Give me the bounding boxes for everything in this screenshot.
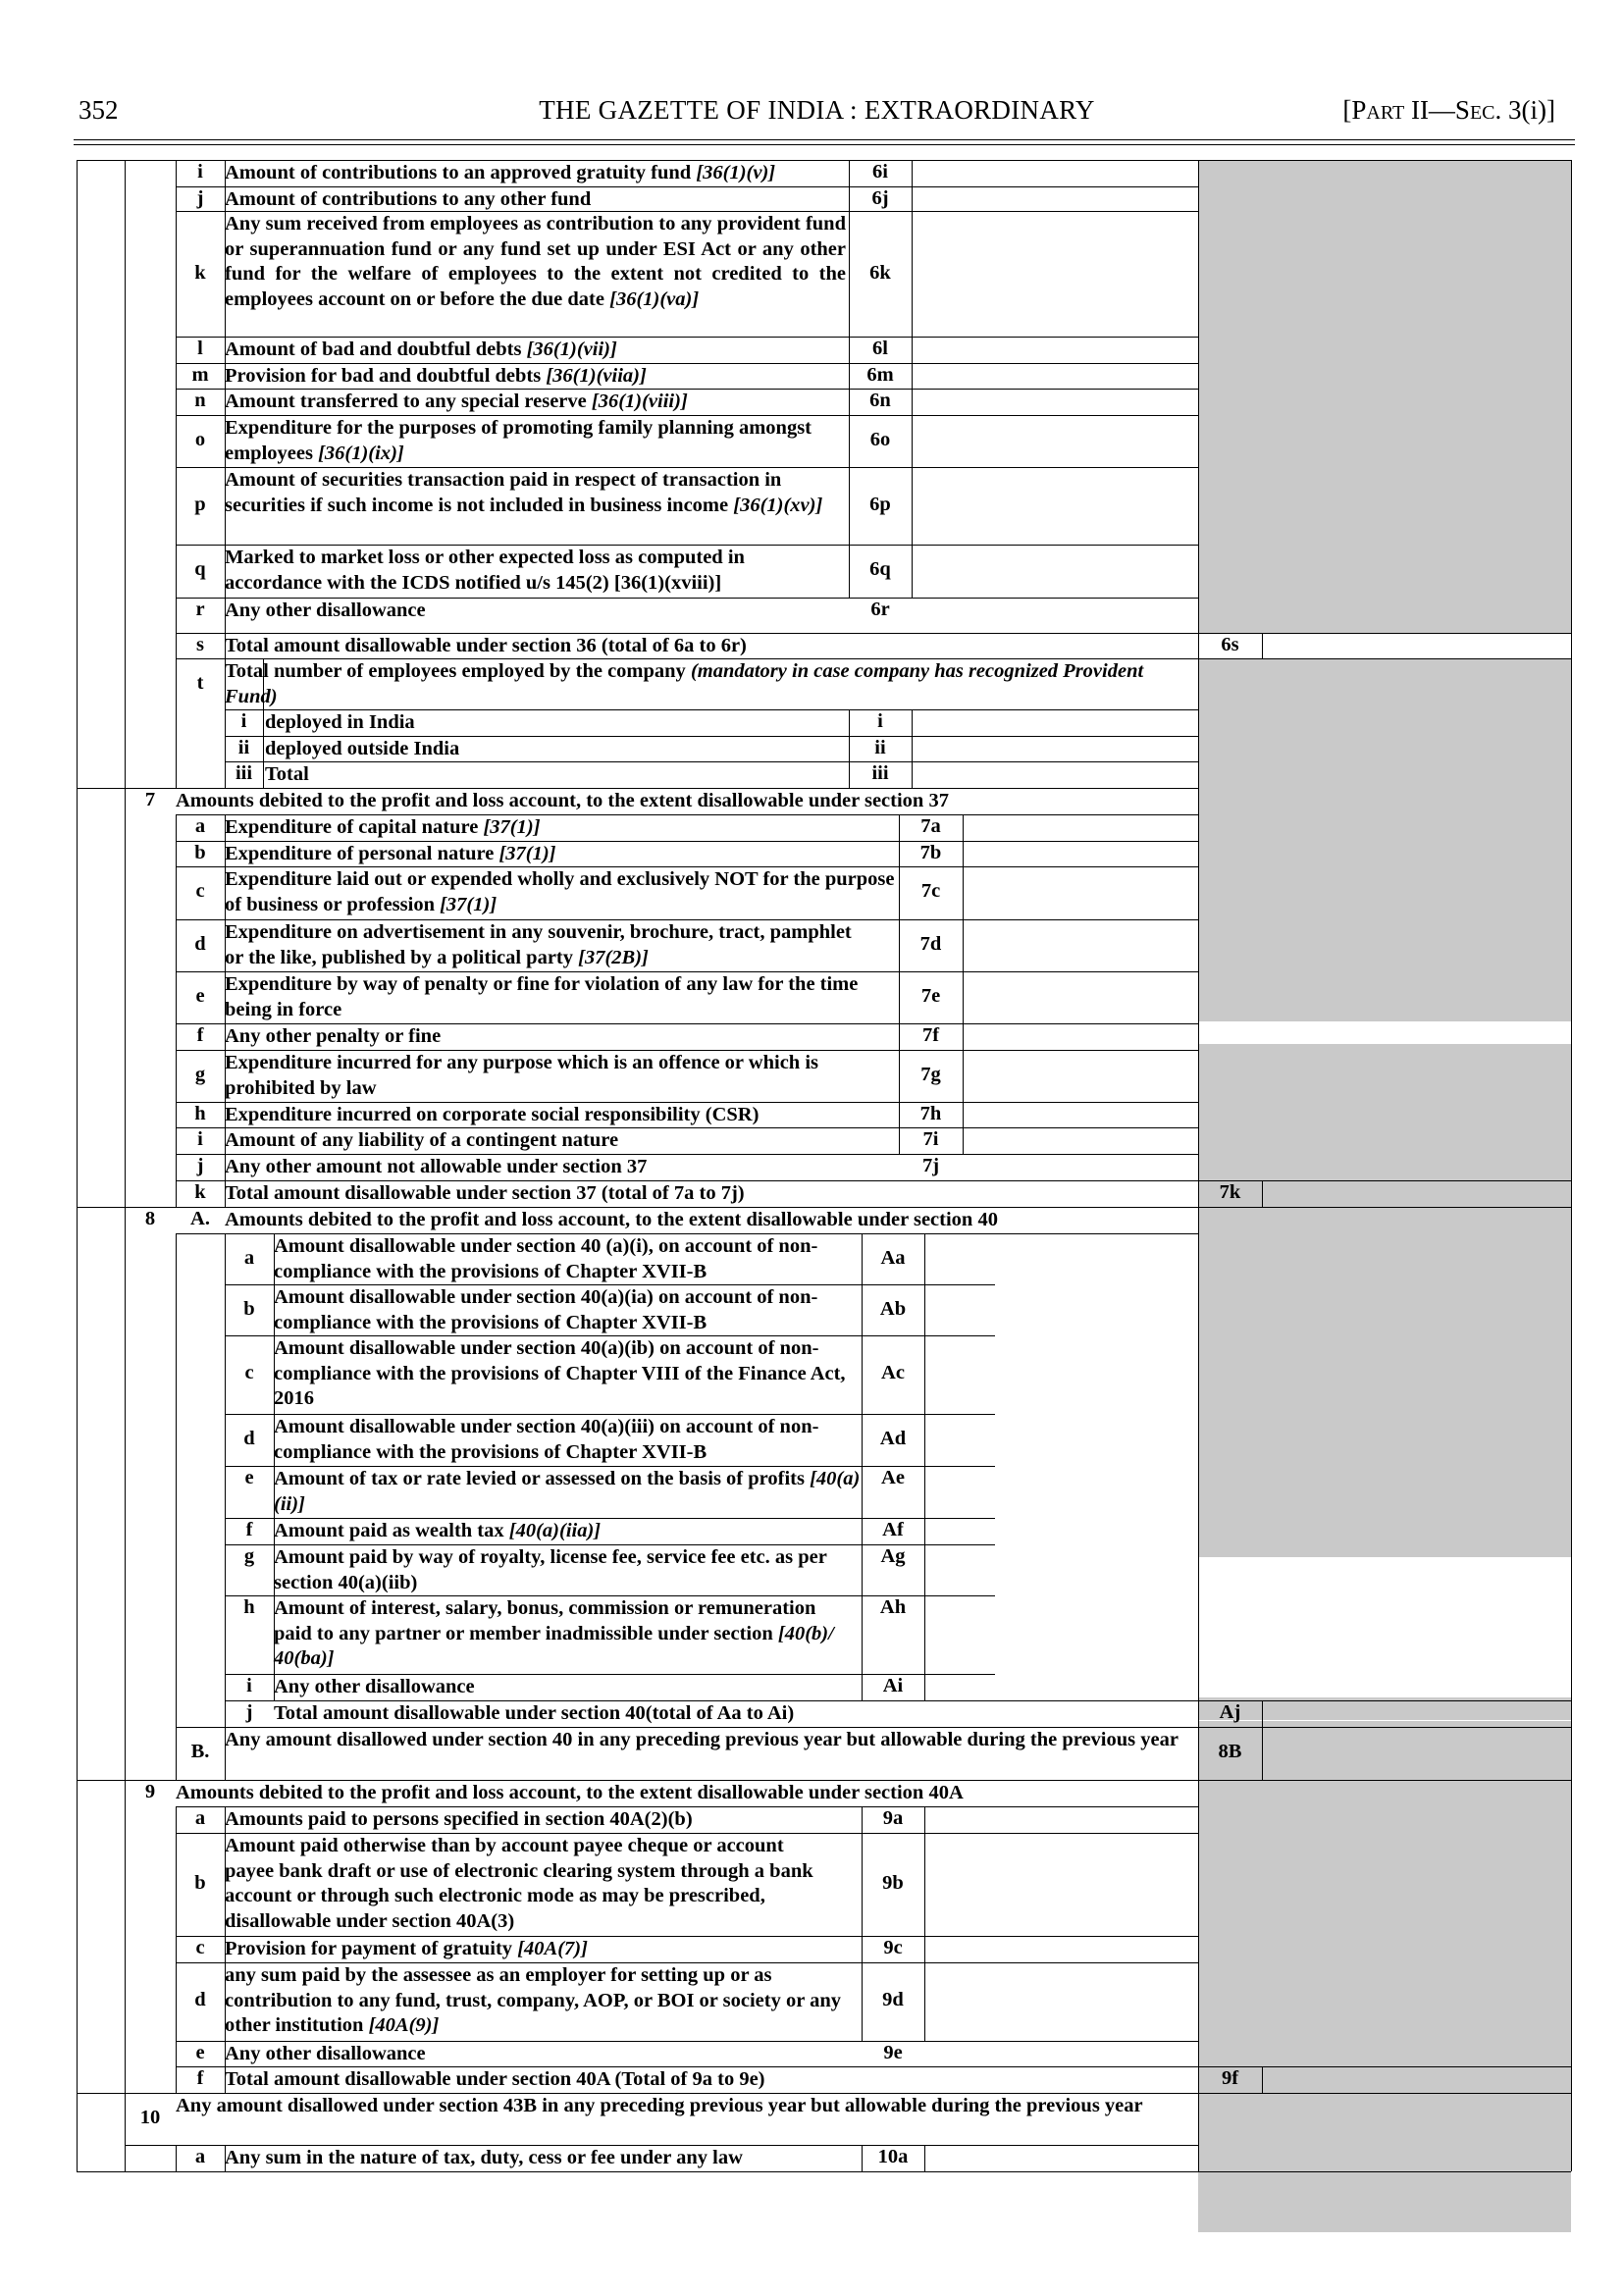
section-number: 8 [144, 1208, 156, 1229]
amount-field-6q[interactable] [912, 545, 1198, 598]
employees-total-text: Total [265, 763, 309, 785]
item-8ah-text: Amount of interest, salary, bonus, commission or remuneration paid to any partner or member inadmissible under section [40(b)/ 40(ba)] [274, 1597, 834, 1669]
col-line [1198, 160, 1199, 2171]
amount-field-6p[interactable] [912, 467, 1198, 545]
field-label-6o: 6o [869, 429, 891, 450]
item-letter: j [196, 187, 204, 209]
item-9b-text: Amount paid otherwise than by account payee cheque or account payee bank draft or use of electronic clearing system through a bank account or through such electronic mode as may be prescribed, disallowable under section 40A(3) [225, 1835, 813, 1932]
item-9c-text: Provision for payment of gratuity [40A(7)] [225, 1938, 588, 1959]
field-label-Af: Af [882, 1519, 904, 1540]
item-7a-text: Expenditure of capital nature [37(1)] [225, 816, 541, 838]
amount-field-Ab[interactable] [924, 1284, 1198, 1335]
field-label-tii: ii [874, 737, 886, 758]
item-letter: e [195, 2042, 205, 2063]
amount-field-6m[interactable] [912, 363, 1198, 389]
item-letter: e [244, 1467, 254, 1488]
field-label-7f: 7f [921, 1024, 940, 1046]
field-label-6k: 6k [869, 262, 891, 284]
item-6l-text: Amount of bad and doubtful debts [36(1)(vii)] [225, 339, 617, 360]
amount-field-6r[interactable] [912, 598, 1198, 633]
amount-field-10a[interactable] [924, 2145, 1198, 2171]
amount-field-7j[interactable] [963, 1154, 1198, 1180]
item-6j-text: Amount of contributions to any other fund [225, 188, 592, 210]
item-9f-text: Total amount disallowable under section 40A (Total of 9a to 9e) [225, 2068, 765, 2090]
amount-field-Ai[interactable] [924, 1674, 1198, 1700]
item-6r-text: Any other disallowance [225, 600, 426, 621]
employees-outside-text: deployed outside India [265, 738, 460, 759]
employees-india-text: deployed in India [265, 711, 415, 733]
col-line [77, 160, 78, 2171]
amount-field-7e[interactable] [963, 971, 1198, 1023]
field-label-Ae: Ae [881, 1467, 905, 1488]
item-letter: b [194, 1872, 206, 1894]
field-label-7a: 7a [920, 815, 941, 837]
field-label-Aj: Aj [1219, 1701, 1241, 1723]
item-7e-text: Expenditure by way of penalty or fine for violation of any law for the time being in force [225, 973, 859, 1020]
field-label-7i: 7i [922, 1128, 939, 1150]
field-label-6r: 6r [870, 599, 890, 620]
item-8ae-text: Amount of tax or rate levied or assessed on the basis of profits [40(a)(ii)] [274, 1468, 861, 1515]
section-10-heading: Any amount disallowed under section 43B in any preceding previous year but allowable during the previous year [176, 2095, 1143, 2116]
item-letter: o [194, 429, 206, 450]
amount-field-Af[interactable] [924, 1518, 1198, 1544]
field-label-Ah: Ah [879, 1596, 907, 1618]
field-label-9e: 9e [883, 2042, 903, 2063]
amount-field-6j[interactable] [912, 186, 1198, 211]
shaded-area [1198, 1044, 1571, 1557]
amount-field-6n[interactable] [912, 389, 1198, 415]
item-letter: g [194, 1064, 206, 1085]
item-letter: s [196, 634, 204, 655]
amount-field-Ad[interactable] [924, 1414, 1198, 1466]
item-letter: m [191, 364, 209, 386]
amount-field-7a[interactable] [963, 814, 1198, 841]
item-9a-text: Amounts paid to persons specified in section 40A(2)(b) [225, 1808, 693, 1830]
amount-field-Aj[interactable] [1262, 1700, 1571, 1727]
item-letter: a [194, 815, 206, 837]
field-label-6p: 6p [869, 494, 891, 515]
amount-field-7k[interactable] [1262, 1180, 1571, 1207]
section-number: 7 [144, 789, 156, 810]
sub-item-num: iii [235, 762, 253, 784]
amount-field-6l[interactable] [912, 337, 1198, 363]
employees-total-field[interactable] [912, 761, 1198, 788]
field-label-6q: 6q [869, 558, 891, 580]
section-8b-text: Any amount disallowed under section 40 in any preceding previous year but allowable during the previous year [225, 1729, 1179, 1750]
sub-item-num: ii [237, 737, 250, 758]
field-label-7g: 7g [920, 1064, 941, 1085]
item-letter: c [244, 1362, 254, 1383]
field-label-tiii: iii [871, 762, 889, 784]
item-7b-text: Expenditure of personal nature [37(1)] [225, 843, 556, 864]
amount-field-9a[interactable] [924, 1806, 1198, 1833]
field-label-6m: 6m [866, 364, 894, 386]
item-letter: d [243, 1428, 255, 1449]
item-8ac-text: Amount disallowable under section 40(a)(ib) on account of non-compliance with the provisions of Chapter VIII of the Finance Act, 2016 [274, 1337, 846, 1409]
field-label-9b: 9b [882, 1872, 904, 1894]
amount-field-9d[interactable] [924, 1962, 1198, 2041]
field-label-9c: 9c [883, 1937, 903, 1958]
item-10a-text: Any sum in the nature of tax, duty, cess or fee under any law [225, 2147, 743, 2168]
amount-field-7f[interactable] [963, 1023, 1198, 1050]
field-label-10a: 10a [877, 2146, 909, 2167]
item-letter: d [194, 1989, 206, 2010]
item-8ai-text: Any other disallowance [274, 1676, 475, 1697]
amount-field-7i[interactable] [963, 1127, 1198, 1154]
item-7k-text: Total amount disallowable under section 37 (total of 7a to 7j) [225, 1182, 745, 1204]
amount-field-Ah[interactable] [924, 1595, 1198, 1674]
item-letter: f [196, 1024, 204, 1046]
page-header [79, 95, 1555, 134]
item-letter: c [195, 1937, 205, 1958]
field-label-7c: 7c [920, 880, 941, 902]
field-label-9d: 9d [882, 1989, 904, 2010]
item-6i-text: Amount of contributions to an approved gratuity fund [36(1)(v)] [225, 162, 776, 183]
amount-field-9f[interactable] [1262, 2066, 1571, 2093]
item-7g-text: Expenditure incurred for any purpose which is an offence or which is prohibited by law [225, 1052, 818, 1099]
item-letter: j [245, 1701, 253, 1723]
item-letter: k [194, 1181, 206, 1203]
item-letter: i [246, 1675, 252, 1696]
field-label-6i: 6i [872, 161, 888, 183]
item-letter: p [194, 494, 206, 515]
field-label-8B: 8B [1218, 1741, 1242, 1762]
item-7h-text: Expenditure incurred on corporate social responsibility (CSR) [225, 1104, 760, 1125]
shaded-area [1198, 160, 1571, 633]
field-label-6l: 6l [872, 338, 888, 359]
item-letter: h [194, 1103, 206, 1124]
disallowance-form [77, 160, 1571, 2173]
field-label-6s: 6s [1221, 634, 1239, 655]
item-letter: c [195, 880, 205, 902]
item-letter: f [196, 2067, 204, 2089]
item-letter: q [194, 558, 206, 580]
page-number: 352 [79, 95, 119, 125]
item-letter: a [243, 1247, 255, 1269]
field-label-7d: 7d [919, 933, 942, 955]
field-label-6j: 6j [871, 187, 889, 209]
amount-field-7g[interactable] [963, 1050, 1198, 1102]
item-6o-text: Expenditure for the purposes of promoting family planning amongst employees [36(1)(ix)] [225, 417, 812, 464]
gazette-title: THE GAZETTE OF INDIA : EXTRAORDINARY [539, 95, 1095, 125]
item-letter: l [197, 338, 203, 359]
item-6k-text: Any sum received from employees as contribution to any provident fund or superannuation fund or any fund set up under ESI Act or any other fund for the welfare of employees to the extent not credited to the employees account on or before the due date [36(1)(va)] [225, 213, 846, 310]
part-section: [PART II—SEC. 3(i)] [1342, 95, 1555, 125]
col-line [1571, 160, 1572, 2171]
item-letter: b [194, 842, 206, 863]
amount-field-7b[interactable] [963, 841, 1198, 866]
item-9e-text: Any other disallowance [225, 2043, 426, 2064]
header-rule-thin [74, 144, 1575, 145]
amount-field-7c[interactable] [963, 866, 1198, 919]
item-letter: e [195, 985, 205, 1007]
item-8ad-text: Amount disallowable under section 40(a)(iii) on account of non-compliance with the provisions of Chapter XVII-B [274, 1416, 819, 1463]
item-letter: h [243, 1596, 255, 1618]
amount-field-6o[interactable] [912, 415, 1198, 467]
amount-field-Ae[interactable] [924, 1466, 1198, 1518]
section-number: 10 [139, 2107, 161, 2128]
amount-field-Ag[interactable] [924, 1544, 1198, 1595]
section-number: 9 [144, 1781, 156, 1802]
field-label-6n: 6n [869, 390, 891, 411]
item-8af-text: Amount paid as wealth tax [40(a)(iia)] [274, 1520, 602, 1541]
part-b-label: B. [190, 1741, 210, 1762]
field-label-7j: 7j [921, 1155, 940, 1176]
item-letter: r [195, 599, 205, 620]
item-letter: f [245, 1519, 253, 1540]
item-letter: a [194, 1807, 206, 1829]
amount-field-6k[interactable] [912, 211, 1198, 337]
section-9-heading: Amounts debited to the profit and loss account, to the extent disallowable under section 40A [176, 1782, 964, 1803]
field-label-ti: i [877, 710, 883, 732]
col-line [176, 1233, 177, 1780]
amount-field-8B[interactable] [1262, 1727, 1571, 1780]
field-label-9f: 9f [1221, 2067, 1239, 2089]
item-letter: i [197, 161, 203, 183]
field-label-7b: 7b [919, 842, 942, 863]
item-letter: i [197, 1128, 203, 1150]
shaded-area [1198, 1021, 1571, 1042]
item-letter: t [196, 672, 204, 694]
amount-field-9c[interactable] [924, 1936, 1198, 1962]
item-letter: b [243, 1298, 255, 1320]
field-label-7k: 7k [1219, 1181, 1241, 1203]
section-8a-heading: Amounts debited to the profit and loss account, to the extent disallowable under section 40 [225, 1209, 998, 1230]
item-9d-text: any sum paid by the assessee as an employer for setting up or as contribution to any fund, trust, company, AOP, or BOI or society or any other institution [40A(9)] [225, 1964, 841, 2036]
amount-field-7d[interactable] [963, 919, 1198, 971]
field-label-Ai: Ai [882, 1675, 904, 1696]
field-label-Ad: Ad [879, 1428, 907, 1449]
item-7d-text: Expenditure on advertisement in any souvenir, brochure, tract, pamphlet or the like, published by a political party [37(2B)] [225, 921, 852, 968]
item-6p-text: Amount of securities transaction paid in respect of transaction in securities if such income is not included in business income [36(1)(xv)] [225, 469, 823, 516]
field-label-Ac: Ac [881, 1362, 905, 1383]
item-letter: n [194, 390, 206, 411]
amount-field-7h[interactable] [963, 1102, 1198, 1127]
shaded-area [1198, 658, 1571, 1021]
employees-india-field[interactable] [912, 709, 1198, 736]
amount-field-9e[interactable] [924, 2041, 1198, 2066]
item-letter: j [196, 1155, 204, 1176]
part-a-label: A. [190, 1208, 210, 1229]
item-letter: d [194, 933, 206, 955]
item-6q-text: Marked to market loss or other expected loss as computed in accordance with the ICDS notified u/s 145(2) [36(1)(xviii)] [225, 547, 745, 594]
item-7c-text: Expenditure laid out or expended wholly and exclusively NOT for the purpose of business or profession [37(1)] [225, 868, 895, 915]
field-label-7h: 7h [919, 1103, 942, 1124]
field-label-Aa: Aa [880, 1247, 906, 1269]
field-label-9a: 9a [882, 1807, 904, 1829]
item-8aa-text: Amount disallowable under section 40 (a)(i), on account of non-compliance with the provisions of Chapter XVII-B [274, 1235, 818, 1282]
item-7f-text: Any other penalty or fine [225, 1025, 442, 1047]
section-7-heading: Amounts debited to the profit and loss account, to the extent disallowable under section 37 [176, 790, 949, 811]
item-6m-text: Provision for bad and doubtful debts [36(1)(viia)] [225, 365, 647, 387]
field-label-Ag: Ag [880, 1545, 906, 1567]
item-letter: a [194, 2146, 206, 2167]
header-rule [74, 139, 1575, 140]
amount-field-6i[interactable] [912, 160, 1198, 186]
item-8aj-text: Total amount disallowable under section 40(total of Aa to Ai) [274, 1702, 795, 1724]
amount-field-6s[interactable] [1262, 633, 1571, 658]
item-7j-text: Any other amount not allowable under section 37 [225, 1156, 648, 1177]
item-6t-text: Total number of employees employed by the company (mandatory in case company has recognized Provident Fund) [225, 660, 1144, 707]
item-7i-text: Amount of any liability of a contingent nature [225, 1129, 619, 1151]
field-label-Ab: Ab [879, 1298, 907, 1320]
item-6n-text: Amount transferred to any special reserve [36(1)(viii)] [225, 391, 688, 412]
employees-outside-field[interactable] [912, 736, 1198, 761]
row-line [77, 2171, 1571, 2172]
sub-item-num: i [240, 710, 247, 732]
field-label-7e: 7e [920, 985, 941, 1007]
item-8ag-text: Amount paid by way of royalty, license fee, service fee etc. as per section 40(a)(iib) [274, 1546, 827, 1593]
amount-field-Ac[interactable] [924, 1335, 1198, 1414]
amount-field-Aa[interactable] [924, 1233, 1198, 1284]
item-letter: k [194, 262, 206, 284]
col-line [125, 160, 126, 2171]
item-letter: g [243, 1545, 255, 1567]
item-6s-text: Total amount disallowable under section 36 (total of 6a to 6r) [225, 635, 747, 656]
item-8ab-text: Amount disallowable under section 40(a)(ia) on account of non-compliance with the provisions of Chapter XVII-B [274, 1286, 818, 1333]
amount-field-9b[interactable] [924, 1833, 1198, 1936]
